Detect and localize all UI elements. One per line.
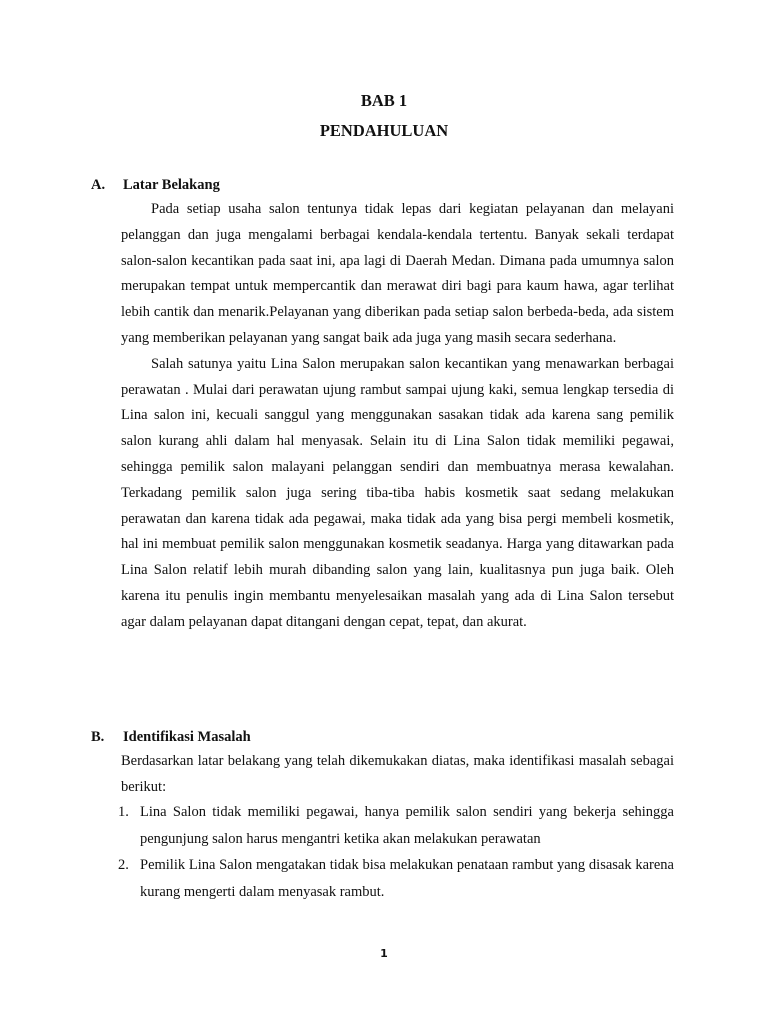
section-b-title: Identifikasi Masalah bbox=[123, 729, 251, 745]
section-a-body bbox=[121, 197, 674, 636]
page-number: 1 bbox=[380, 947, 388, 960]
chapter-title: PENDAHULUAN bbox=[319, 121, 449, 140]
section-a-heading bbox=[91, 175, 220, 195]
section-b-heading bbox=[91, 727, 251, 747]
chapter-label: BAB 1 bbox=[360, 91, 408, 110]
section-b-letter: B. bbox=[91, 729, 105, 745]
section-a-letter: A. bbox=[91, 177, 106, 193]
section-b-body bbox=[121, 749, 674, 801]
section-a-paragraph-2: Salah satunya yaitu Lina Salon merupakan salon kecantikan yang menawarkan berbagai perawatan . Mulai dari perawatan ujung rambut sampai ujung kaki, semua lengkap tersedia di Lina salon ini, kecuali sanggul yang menggunakan sasakan tidak ada karena sang pemilik salon kurang ahli dalam hal menyasak. Selain itu di Lina Salon tidak memiliki pegawai, sehingga pemilik salon malayani pelanggan sendiri dan membuatnya merasa kewalahan. Terkadang pemilik salon juga sering tiba-tiba habis kosmetik saat sedang melakukan perawatan dan karena tidak ada pegawai, maka tidak ada yang bisa pergi membeli kosmetik, hal ini membuat pemilik salon menggunakan kosmetik seadanya. Harga yang ditawarkan pada Lina Salon relatif lebih murah dibanding salon yang lain, kualitasnya pun juga baik. Oleh karena itu penulis ingin membantu menyelesaikan masalah yang ada di Lina Salon tersebut agar dalam pelayanan dapat ditangani dengan cepat, tepat, dan akurat. bbox=[121, 355, 674, 630]
list-item-number: 2. bbox=[118, 857, 129, 873]
list-item bbox=[118, 799, 674, 852]
list-item bbox=[118, 852, 674, 905]
section-a-title: Latar Belakang bbox=[123, 177, 220, 193]
list-item-text: Lina Salon tidak memiliki pegawai, hanya pemilik salon sendiri yang bekerja sehingga pengunjung salon harus mengantri ketika akan melakukan perawatan bbox=[140, 804, 674, 847]
section-a-paragraph-1: Pada setiap usaha salon tentunya tidak lepas dari kegiatan pelayanan dan melayani pelanggan dan juga mengalami berbagai kendala-kendala tertentu. Banyak sekali terdapat salon-salon kecantikan pada saat ini, apa lagi di Daerah Medan. Dimana pada umumnya salon merupakan tempat untuk mempercantik dan merawat diri bagi para kaum hawa, agar terlihat lebih cantik dan menarik.Pelayanan yang diberikan pada setiap salon berbeda-beda, ada sistem yang memberikan pelayanan yang sangat baik ada juga yang masih secara sederhana. bbox=[121, 201, 674, 346]
section-b-intro: Berdasarkan latar belakang yang telah dikemukakan diatas, maka identifikasi masalah sebagai berikut: bbox=[121, 753, 674, 795]
title-block bbox=[0, 86, 768, 146]
list-item-text: Pemilik Lina Salon mengatakan tidak bisa melakukan penataan rambut yang disasak karena kurang mengerti dalam menyasak rambut. bbox=[140, 857, 674, 900]
list-item-number: 1. bbox=[118, 804, 129, 820]
problem-list bbox=[118, 799, 674, 905]
